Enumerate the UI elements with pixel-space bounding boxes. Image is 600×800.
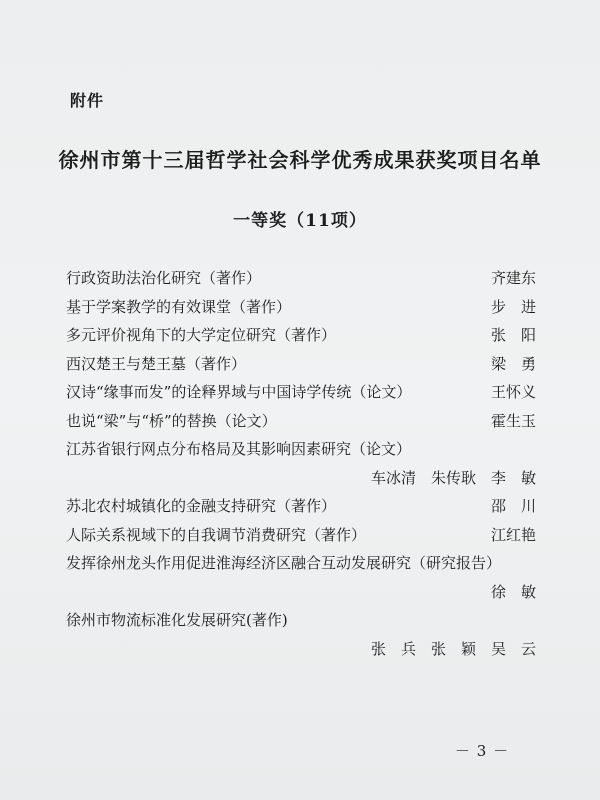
award-item-title: 苏北农村城镇化的金融支持研究（著作） <box>66 497 337 515</box>
page-number: － 3 － <box>455 742 510 760</box>
award-item-title: 发挥徐州龙头作用促进淮海经济区融合互动发展研究（研究报告） <box>66 554 502 572</box>
award-item-title: 人际关系视域下的自我调节消费研究（著作） <box>66 525 367 544</box>
award-item <box>66 549 536 578</box>
award-item <box>66 435 536 464</box>
award-item-title: 江苏省银行网点分布格局及其影响因素研究（论文） <box>66 440 412 458</box>
award-item <box>66 293 536 322</box>
attachment-label: 附件 <box>70 91 105 110</box>
award-item <box>66 521 536 550</box>
award-item-title: 基于学案教学的有效课堂（著作） <box>66 297 292 316</box>
award-item-authors: 王怀义 <box>490 383 536 401</box>
award-item <box>66 407 536 436</box>
award-item <box>66 350 536 379</box>
award-item-authors: 齐建东 <box>490 269 536 287</box>
award-list <box>66 264 536 663</box>
award-item-title: 行政资助法治化研究（著作） <box>66 269 262 287</box>
award-item-authors: 梁 勇 <box>490 354 536 373</box>
award-item-authors-line <box>66 578 536 607</box>
award-item <box>66 492 536 521</box>
award-item-title: 也说“梁”与“桥”的替换（论文） <box>66 411 277 430</box>
award-item-authors: 张 兵 张 颖 吴 云 <box>370 639 536 658</box>
award-item-title: 汉诗“缘事而发”的诠释界域与中国诗学传统（论文） <box>66 383 412 401</box>
document-title: 徐州市第十三届哲学社会科学优秀成果获奖项目名单 <box>58 148 542 172</box>
award-item-authors-line <box>66 635 536 664</box>
award-item-authors: 张 阳 <box>490 326 536 344</box>
award-item-authors: 车冰清 朱传耿 李 敏 <box>370 468 536 487</box>
award-item-title: 徐州市物流标准化发展研究(著作) <box>66 611 288 629</box>
award-item-title: 西汉楚王与楚王墓（著作） <box>66 354 247 373</box>
award-item <box>66 378 536 407</box>
award-item <box>66 606 536 635</box>
section-title: 一等奖（11项） <box>233 211 367 231</box>
award-item-authors: 邵 川 <box>490 497 536 515</box>
award-item-authors: 霍生玉 <box>490 411 536 430</box>
award-item-authors: 徐 敏 <box>490 582 536 601</box>
award-item <box>66 321 536 350</box>
award-item <box>66 264 536 293</box>
award-item-authors-line <box>66 464 536 493</box>
award-item-authors: 步 进 <box>490 297 536 316</box>
award-item-authors: 江红艳 <box>490 525 536 544</box>
award-item-title: 多元评价视角下的大学定位研究（著作） <box>66 326 337 344</box>
